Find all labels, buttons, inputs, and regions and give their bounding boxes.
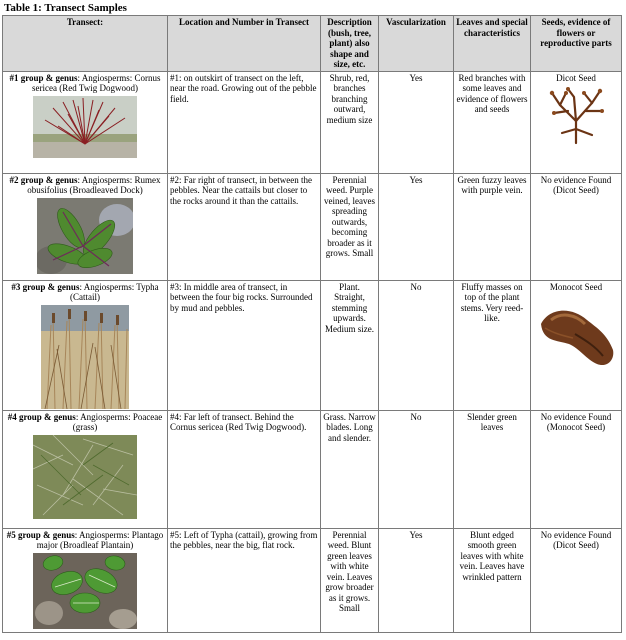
location-cell: #4: Far left of transect. Behind the Cornus sericea (Red Twig Dogwood). [168,410,321,528]
leaves-cell: Red branches with some leaves and evidence of flowers and seeds [454,71,531,173]
table-row [3,528,622,632]
description-cell: Perennial weed. Blunt green leaves with white vein. Leaves grow broader as it grows. Small [321,528,379,632]
leaves-cell: Fluffy masses on top of the plant stems. Very reed-like. [454,280,531,410]
table-row [3,410,622,528]
vascularization-cell: No [379,280,454,410]
table-row [3,173,622,280]
vascularization-cell: Yes [379,173,454,280]
seeds-cell: No evidence Found (Monocot Seed) [531,410,622,528]
seeds-cell: No evidence Found (Dicot Seed) [531,528,622,632]
group-label: #2 group & genus [9,174,78,185]
broadleaved-dock-photo [37,198,133,274]
vascularization-cell: Yes [379,528,454,632]
location-cell: #5: Left of Typha (cattail), growing from the pebbles, near the big, flat rock. [168,528,321,632]
leaves-cell: Blunt edged smooth green leaves with white vein. Leaves have wrinkled pattern [454,528,531,632]
grass-photo [33,435,137,519]
leaves-cell: Green fuzzy leaves with purple vein. [454,173,531,280]
seeds-cell: No evidence Found (Dicot Seed) [531,173,622,280]
header-description: Description (bush, tree, plant) also shape and size, etc. [321,16,379,72]
description-cell: Shrub, red, branches branching outward, medium size [321,71,379,173]
location-cell: #2: Far right of transect, in between the pebbles. Near the cattails but closer to the rocks around it than the cattails. [168,173,321,280]
header-transect: Transect: [3,16,168,72]
header-row [3,16,622,72]
header-seeds: Seeds, evidence of flowers or reproductive parts [531,16,622,72]
table-caption: Table 1: Transect Samples [4,2,127,14]
dicot-seed-photo [538,85,614,149]
seeds-cell [531,71,622,173]
transect-cell [3,71,168,173]
transect-cell [3,410,168,528]
description-cell: Perennial weed. Purple veined, leaves spreading outwards, becoming broader as it grows. Small [321,173,379,280]
group-text: : Angiosperms: Rumex obusifolius (Broadleaved Dock) [27,174,161,195]
location-cell: #1: on outskirt of transect on the left, near the road. Growing out of the pebble field. [168,71,321,173]
cattail-photo [41,305,129,409]
header-location: Location and Number in Transect [168,16,321,72]
group-text: : Angiosperms: Plantago major (Broadleaf Plantain) [36,529,164,550]
group-label: #3 group & genus [11,281,80,292]
transect-table [2,15,622,633]
group-label: #5 group & genus [6,529,75,540]
seeds-cell [531,280,622,410]
description-cell: Plant. Straight, stemming upwards. Medium size. [321,280,379,410]
transect-cell [3,173,168,280]
seed-label: Monocot Seed [549,281,603,292]
group-label: #1 group & genus [9,72,78,83]
location-cell: #3: In middle area of transect, in between the four big rocks. Surrounded by mud and pebbles. [168,280,321,410]
table-row [3,280,622,410]
transect-cell [3,280,168,410]
red-twig-dogwood-photo [33,96,137,158]
vascularization-cell: No [379,410,454,528]
table-row [3,71,622,173]
seed-label: Dicot Seed [556,72,596,83]
group-label: #4 group & genus [7,411,76,422]
group-text: : Angiosperms: Typha (Cattail) [70,281,159,302]
monocot-seed-photo [535,294,617,374]
vascularization-cell: Yes [379,71,454,173]
group-text: : Angiosperms: Poaceae (grass) [72,411,163,432]
broadleaf-plantain-photo [33,553,137,629]
transect-cell [3,528,168,632]
header-vascularization: Vascularization [379,16,454,72]
header-leaves: Leaves and special characteristics [454,16,531,72]
group-text: : Angiosperms: Cornus sericea (Red Twig Dogwood) [32,72,161,93]
description-cell: Grass. Narrow blades. Long and slender. [321,410,379,528]
leaves-cell: Slender green leaves [454,410,531,528]
